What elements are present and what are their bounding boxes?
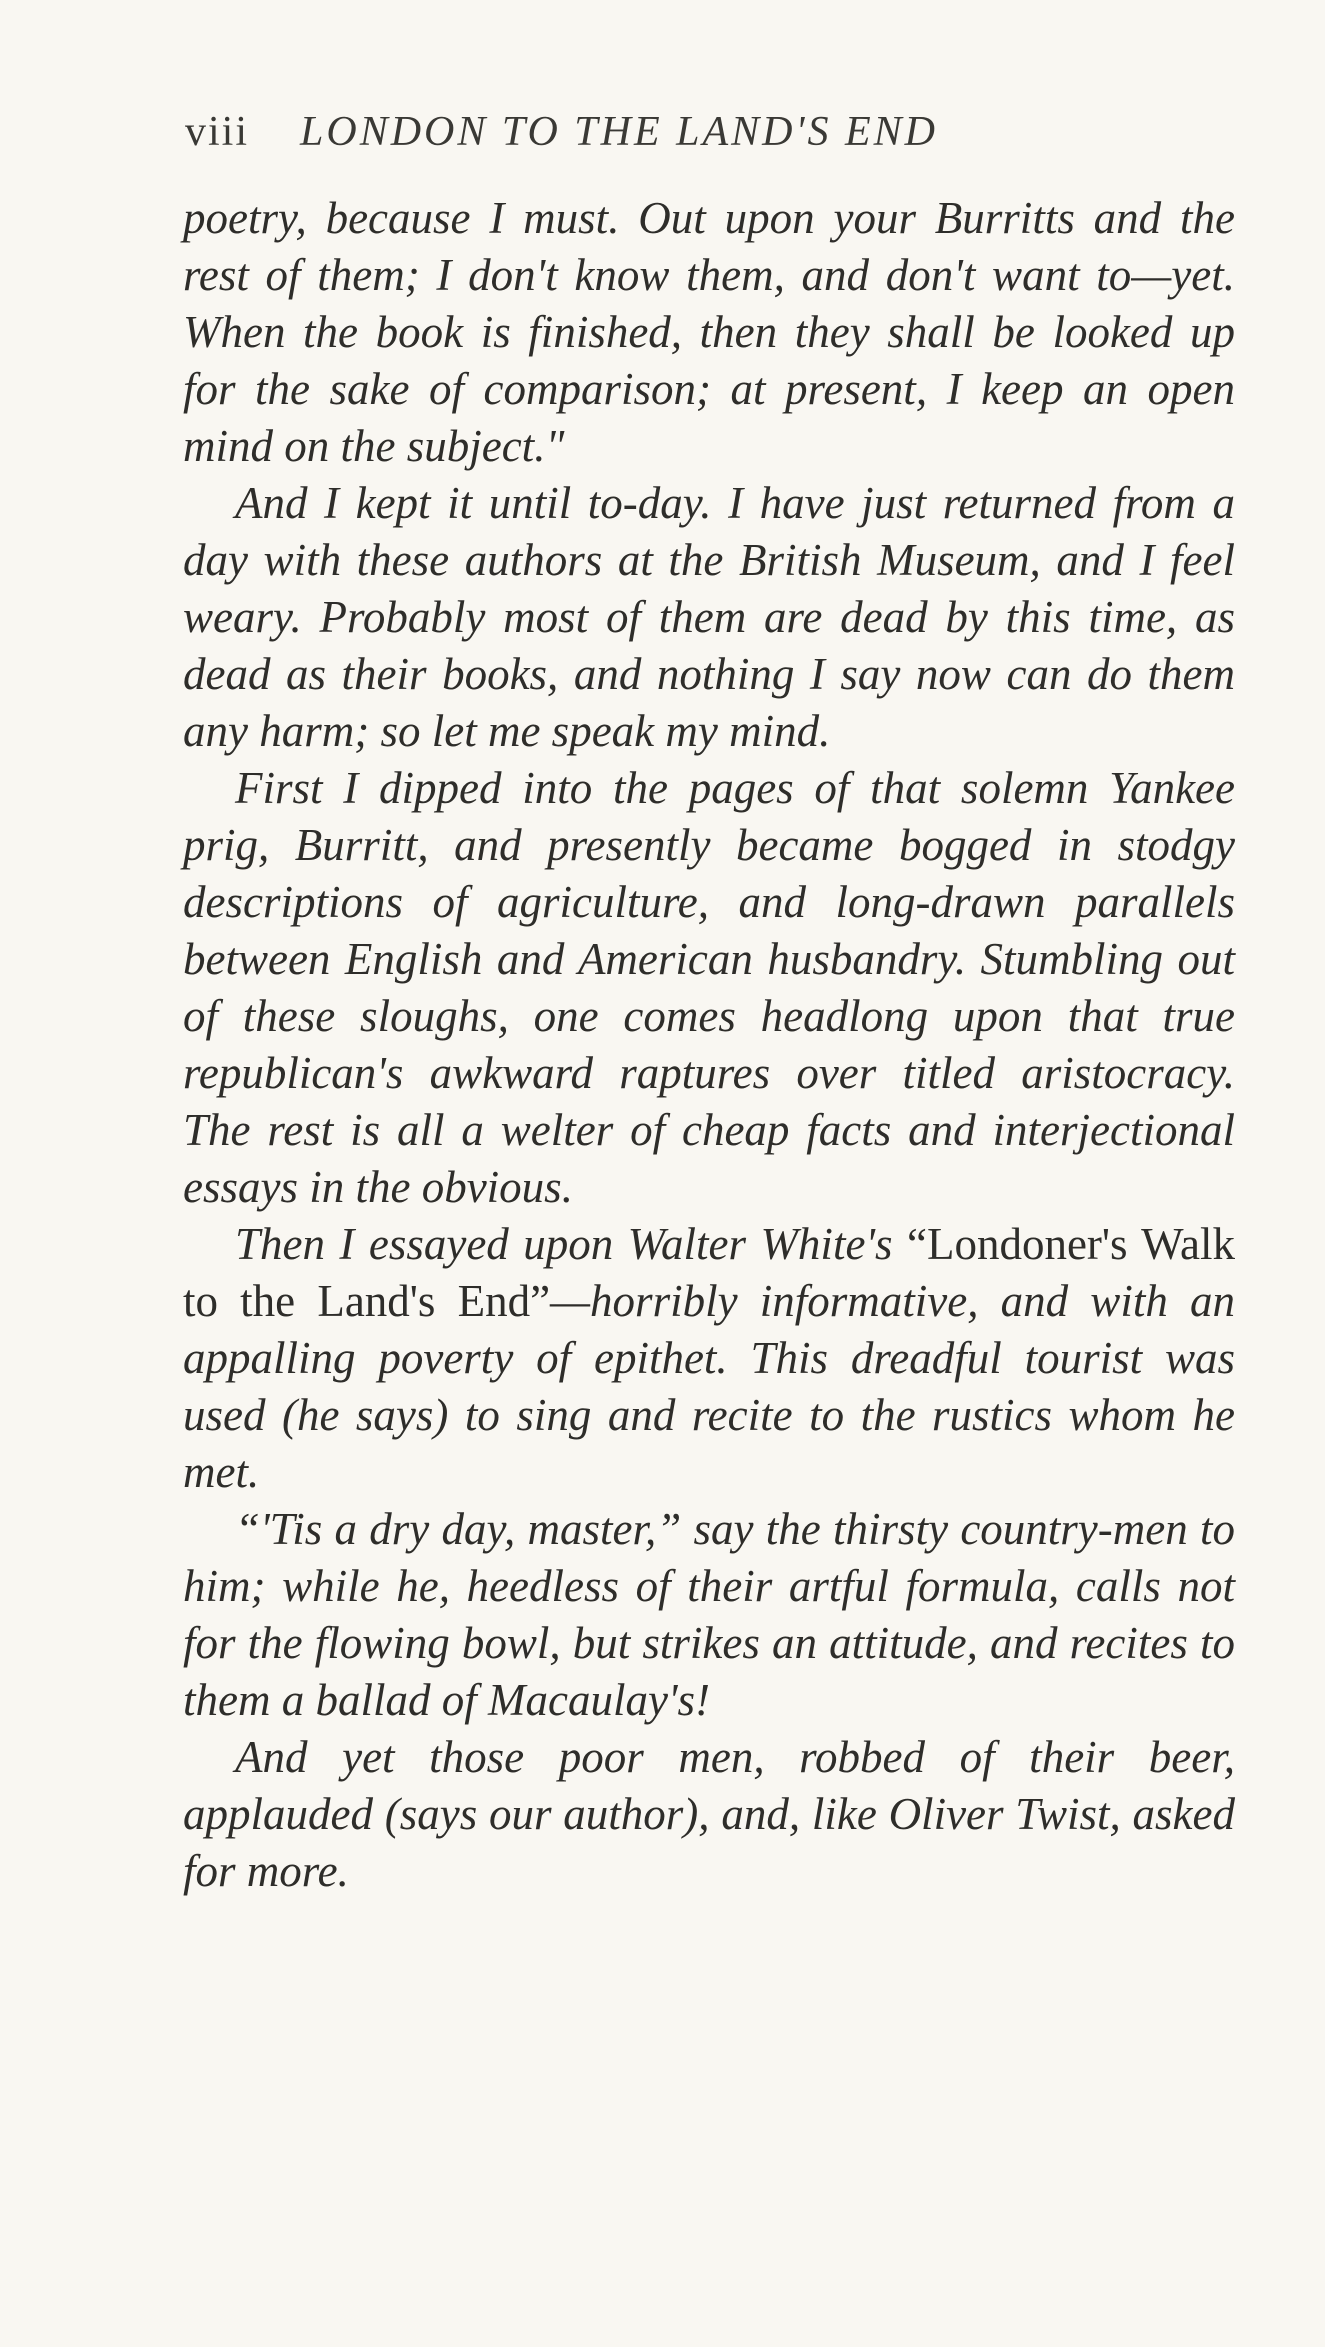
paragraph-lead: Then I essayed upon Walter White's — [235, 1219, 907, 1269]
paragraph: First I dipped into the pages of that solemn Yankee prig, Burritt, and presently became bogged in stodgy descriptions of agriculture, and long-drawn parallels between English and American husbandry. Stumbling out of these sloughs, one comes headlong upon that true republican's awkward raptures over titled aristocracy. The rest is all a welter of cheap facts and interjectional essays in the obvious. — [183, 763, 1235, 1212]
paragraph: And I kept it until to-day. I have just returned from a day with these authors at the British Museum, and I feel weary. Probably most of them are dead by this time, as dead as their books, and nothing I say now can do them any harm; so let me speak my mind. — [183, 478, 1235, 756]
book-title: “Londoner's Walk to the Land's End” — [183, 1219, 1236, 1326]
paragraph-continuation: poetry, because I must. Out upon your Burritts and the rest of them; I don't know them, and don't want to—yet. When the book is finished, then they shall be looked up for the sake of comparison; at present, I keep an open mind on the subject." — [183, 193, 1235, 471]
running-head — [185, 108, 1235, 168]
running-title: LONDON TO THE LAND'S END — [300, 109, 938, 155]
paragraph: And yet those poor men, robbed of their beer, applauded (says our author), and, like Oliver Twist, asked for more. — [183, 1732, 1235, 1896]
paragraph: “'Tis a dry day, master,” say the thirsty country-men to him; while he, heedless of their artful formula, calls not for the flowing bowl, but strikes an attitude, and recites to them a ballad of Macaulay's! — [183, 1504, 1235, 1725]
page-number: viii — [185, 109, 250, 155]
paragraph — [183, 1216, 1235, 1501]
body-text — [183, 190, 1235, 1900]
paragraph-tail: —horribly informative, and with an appalling poverty of epithet. This dreadful tourist was used (he says) to sing and recite to the rustics whom he met. — [183, 1276, 1235, 1497]
